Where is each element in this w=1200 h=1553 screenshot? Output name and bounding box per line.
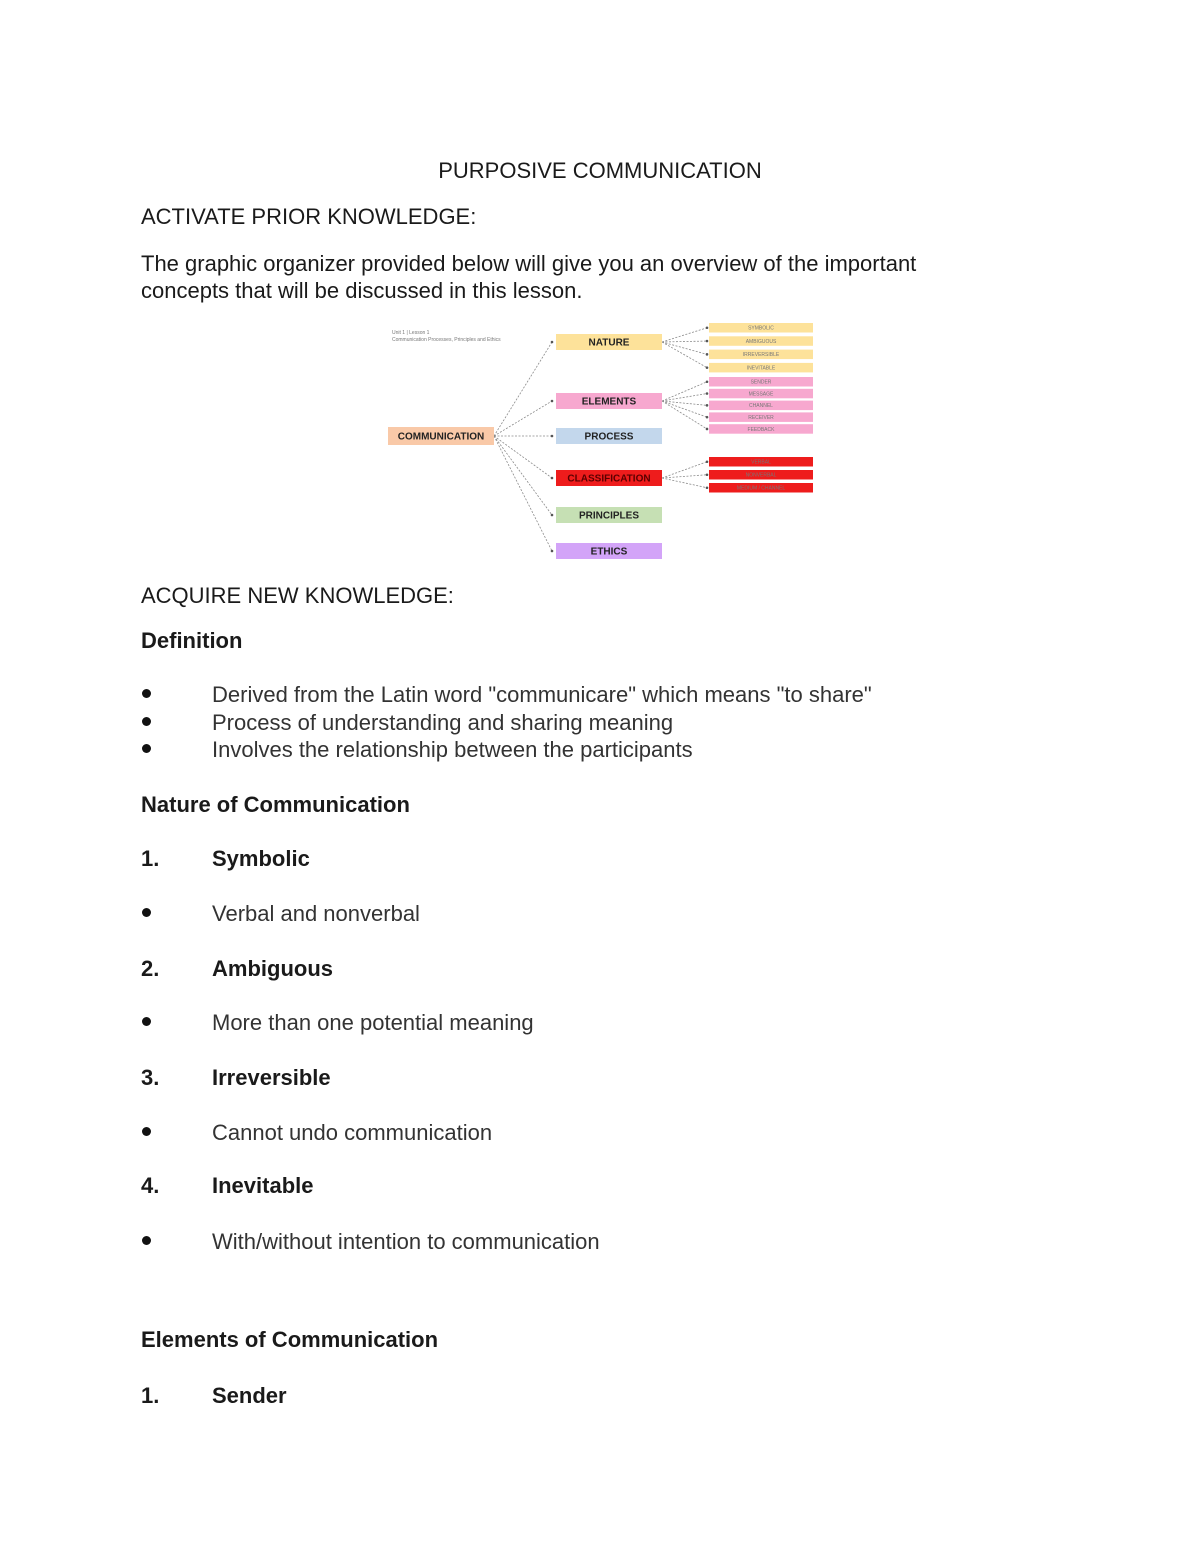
connector-classification-2-arrowhead [706, 486, 709, 489]
connector-principles [494, 436, 552, 515]
connector-nature [494, 342, 552, 436]
organizer-root-communication-label: COMMUNICATION [397, 431, 485, 443]
organizer-leaf-elements-label: CHANNEL [749, 403, 773, 410]
connector-nature-2-arrowhead [706, 353, 709, 356]
connector-nature-0-arrowhead [706, 326, 709, 329]
connector-classification-2 [662, 478, 707, 488]
connector-elements-1 [662, 394, 707, 401]
organizer-leaf-elements-label: MESSAGE [748, 391, 774, 398]
connector-nature-0 [662, 328, 707, 342]
organizer-leaf-elements-label: RECEIVER [748, 414, 774, 421]
bullet-icon [142, 689, 151, 698]
nature-item-desc: Cannot undo communication [212, 1120, 493, 1145]
bullet-icon [142, 1127, 151, 1136]
nature-item-desc: With/without intention to communication [212, 1229, 600, 1254]
organizer-leaf-elements-label: FEEDBACK [747, 426, 775, 433]
organizer-caption-2: Communication Processes, Principles and Ethics [392, 337, 501, 343]
nature-item-number: 4. [141, 1173, 160, 1198]
graphic-organizer [0, 0, 1200, 580]
connector-elements-4-arrowhead [706, 428, 709, 431]
definition-heading: Definition [141, 628, 243, 653]
connector-ethics-arrowhead [551, 550, 554, 553]
connector-nature-3 [662, 342, 707, 368]
connector-elements-0 [662, 382, 707, 401]
organizer-leaf-classification-label: MEDIUM / CHANNEL [736, 485, 786, 492]
nature-item-desc: More than one potential meaning [212, 1010, 534, 1035]
nature-heading: Nature of Communication [141, 792, 410, 817]
elements-item-number: 1. [141, 1383, 160, 1408]
nature-item-label: Ambiguous [212, 956, 333, 981]
organizer-branch-elements-label: ELEMENTS [581, 396, 637, 408]
connector-classification [494, 436, 552, 478]
organizer-branch-nature-label: NATURE [588, 337, 630, 349]
bullet-icon [142, 1236, 151, 1245]
bullet-icon [142, 1017, 151, 1026]
connector-nature-1 [662, 341, 707, 342]
connector-elements-3-arrowhead [706, 416, 709, 419]
connector-elements-0-arrowhead [706, 380, 709, 383]
intro-line-2: concepts that will be discussed in this lesson. [141, 278, 583, 303]
organizer-leaf-classification-label: NONVERBAL [745, 472, 777, 479]
connector-elements [494, 401, 552, 436]
activate-heading: ACTIVATE PRIOR KNOWLEDGE: [141, 204, 477, 229]
bullet-icon [142, 908, 151, 917]
nature-item-number: 3. [141, 1065, 160, 1090]
organizer-leaf-nature-label: INEVITABLE [746, 365, 776, 372]
organizer-leaf-nature-label: AMBIGUOUS [745, 338, 777, 345]
definition-item: Derived from the Latin word "communicare" which means "to share" [212, 682, 872, 707]
acquire-heading: ACQUIRE NEW KNOWLEDGE: [141, 583, 454, 608]
organizer-leaf-nature-label: IRREVERSIBLE [742, 352, 780, 359]
connector-classification-0 [662, 462, 707, 478]
document-title: PURPOSIVE COMMUNICATION [438, 158, 762, 183]
elements-heading: Elements of Communication [141, 1327, 439, 1352]
elements-item-label: Sender [212, 1383, 287, 1408]
connector-elements-arrowhead [551, 400, 554, 403]
organizer-caption-1: Unit 1 | Lesson 1 [392, 330, 430, 336]
nature-item-number: 2. [141, 956, 160, 981]
definition-item: Involves the relationship between the participants [212, 737, 693, 762]
bullet-icon [142, 744, 151, 753]
organizer-branch-ethics-label: ETHICS [590, 546, 628, 558]
organizer-leaf-classification-label: VERBAL [751, 459, 771, 466]
bullet-icon [142, 717, 151, 726]
connector-process-arrowhead [551, 435, 554, 438]
connector-elements-1-arrowhead [706, 392, 709, 395]
nature-item-label: Symbolic [212, 846, 310, 871]
definition-item: Process of understanding and sharing meaning [212, 710, 674, 735]
organizer-leaf-nature-label: SYMBOLIC [748, 325, 774, 332]
connector-classification-0-arrowhead [706, 460, 709, 463]
nature-item-label: Inevitable [212, 1173, 314, 1198]
connector-classification-1-arrowhead [706, 473, 709, 476]
connector-elements-4 [662, 401, 707, 429]
intro-line-1: The graphic organizer provided below will give you an overview of the important [141, 251, 917, 276]
organizer-boxes [388, 323, 813, 559]
organizer-leaf-elements-label: SENDER [750, 379, 772, 386]
connector-nature-2 [662, 342, 707, 354]
organizer-branch-process-label: PROCESS [584, 431, 634, 443]
connector-classification-arrowhead [551, 477, 554, 480]
connector-elements-2-arrowhead [706, 404, 709, 407]
organizer-branch-classification-label: CLASSIFICATION [567, 473, 651, 485]
nature-item-number: 1. [141, 846, 160, 871]
connector-principles-arrowhead [551, 514, 554, 517]
nature-item-desc: Verbal and nonverbal [212, 901, 420, 926]
connector-nature-1-arrowhead [706, 340, 709, 343]
connector-nature-arrowhead [551, 341, 554, 344]
nature-item-label: Irreversible [212, 1065, 331, 1090]
connector-nature-3-arrowhead [706, 366, 709, 369]
connector-ethics [494, 436, 552, 551]
organizer-branch-principles-label: PRINCIPLES [578, 510, 640, 522]
